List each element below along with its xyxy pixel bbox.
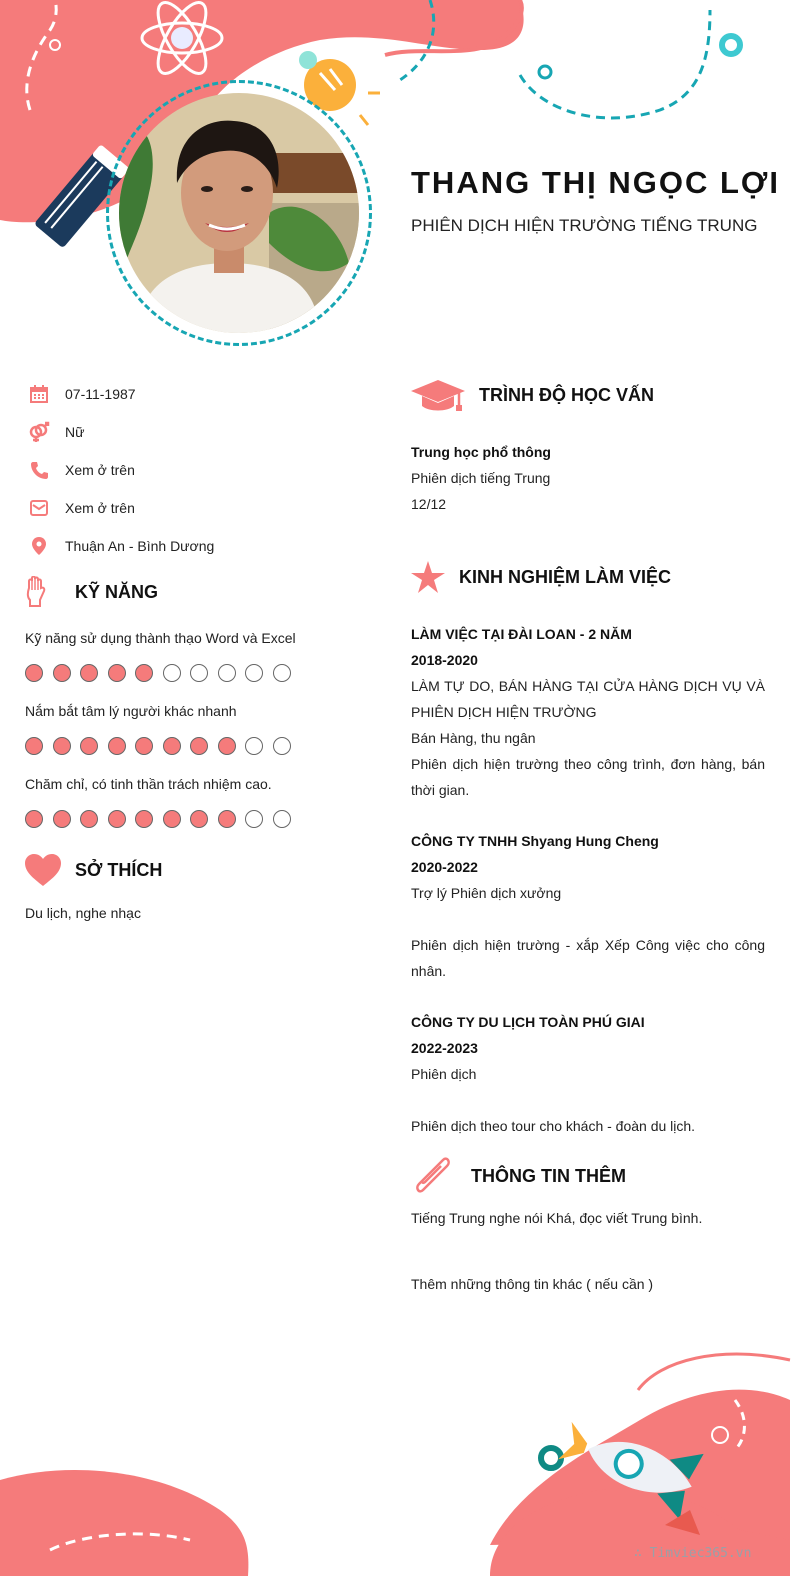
phone-value: Xem ở trên: [65, 462, 135, 478]
location-pin-icon: [28, 535, 50, 557]
rating-dot-empty: [190, 664, 208, 682]
skills-heading: [25, 576, 158, 608]
job-position: Trợ lý Phiên dịch xưởng: [411, 885, 562, 901]
rating-dot-filled: [53, 664, 71, 682]
job-position: LÀM TỰ DO, BÁN HÀNG TẠI CỬA HÀNG DỊCH VỤ VÀ PHIÊN DỊCH HIỆN TRƯỜNG: [411, 678, 765, 720]
rating-dot-filled: [218, 737, 236, 755]
hobbies-text: Du lịch, nghe nhạc: [25, 905, 141, 921]
email-row: [28, 497, 135, 519]
calendar-icon: [28, 383, 50, 405]
rating-dot-empty: [245, 737, 263, 755]
rating-dot-filled: [25, 737, 43, 755]
birthdate-row: [28, 383, 136, 405]
rating-dot-filled: [135, 810, 153, 828]
rating-dot-filled: [108, 737, 126, 755]
hobbies-title: SỞ THÍCH: [75, 859, 163, 880]
address-value: Thuận An - Bình Dương: [65, 538, 215, 554]
profile-photo-frame: [106, 80, 372, 346]
job-period: 2018-2020: [411, 652, 478, 668]
job-period: 2022-2023: [411, 1040, 478, 1056]
job-description: Phiên dịch hiện trường - xắp Xếp Công việc cho công nhân.: [411, 937, 765, 979]
rating-dot-empty: [245, 664, 263, 682]
skill-rating-1: [25, 664, 300, 682]
rating-dot-filled: [53, 810, 71, 828]
job-entry-2: [411, 828, 765, 984]
rating-dot-empty: [245, 810, 263, 828]
skill-label-3: Chăm chỉ, có tinh thần trách nhiệm cao.: [25, 776, 272, 792]
watermark: ∴ Timviec365.vn: [634, 1546, 752, 1561]
rating-dot-filled: [135, 737, 153, 755]
rating-dot-filled: [25, 664, 43, 682]
skill-label-2: Nắm bắt tâm lý người khác nhanh: [25, 703, 237, 719]
rating-dot-empty: [163, 664, 181, 682]
job-company: CÔNG TY DU LỊCH TOÀN PHÚ GIAI: [411, 1014, 645, 1030]
phone-row: [28, 459, 135, 481]
education-body: [411, 439, 765, 517]
footer-decoration: [0, 1340, 800, 1576]
rating-dot-filled: [190, 737, 208, 755]
gender-row: [28, 421, 84, 443]
skill-rating-2: [25, 737, 300, 755]
job-description: Bán Hàng, thu ngân: [411, 730, 536, 746]
job-description: Phiên dịch theo tour cho khách - đoàn du lịch.: [411, 1118, 696, 1134]
rating-dot-filled: [108, 810, 126, 828]
rating-dot-filled: [80, 810, 98, 828]
education-grade: 12/12: [411, 496, 447, 512]
skills-title: KỸ NĂNG: [75, 581, 159, 602]
heart-icon: [25, 854, 75, 886]
job-entry-1: [411, 621, 765, 803]
extra-info-title: THÔNG TIN THÊM: [471, 1165, 626, 1186]
gender-icon: [28, 421, 50, 443]
rating-dot-filled: [80, 737, 98, 755]
experience-heading: [411, 561, 671, 593]
rating-dot-filled: [80, 664, 98, 682]
job-period: 2020-2022: [411, 859, 478, 875]
rating-dot-empty: [273, 664, 291, 682]
candidate-name: THANG THỊ NGỌC LỢI: [411, 165, 780, 200]
skill-label-1: Kỹ năng sử dụng thành thạo Word và Excel: [25, 630, 296, 646]
job-title: PHIÊN DỊCH HIỆN TRƯỜNG TIẾNG TRUNG: [411, 216, 758, 235]
paperclip-icon: [411, 1156, 471, 1196]
hand-icon: [25, 576, 75, 608]
gender-value: Nữ: [65, 424, 85, 440]
job-entry-3: [411, 1009, 765, 1139]
phone-icon: [28, 459, 50, 481]
extra-info-heading: [411, 1156, 626, 1196]
education-major: Phiên dịch tiếng Trung: [411, 470, 551, 486]
skill-rating-3: [25, 810, 300, 828]
graduation-cap-icon: [411, 378, 479, 412]
rating-dot-filled: [163, 737, 181, 755]
rating-dot-filled: [135, 664, 153, 682]
email-value: Xem ở trên: [65, 500, 135, 516]
rating-dot-empty: [273, 810, 291, 828]
job-position: Phiên dịch: [411, 1066, 477, 1082]
rating-dot-filled: [53, 737, 71, 755]
rating-dot-filled: [218, 810, 236, 828]
star-icon: [411, 561, 459, 593]
extra-line-2: Thêm những thông tin khác ( nếu cần ): [411, 1276, 654, 1292]
birthdate-value: 07-11-1987: [65, 386, 136, 402]
job-company: CÔNG TY TNHH Shyang Hung Cheng: [411, 833, 659, 849]
experience-title: KINH NGHIỆM LÀM VIỆC: [459, 566, 672, 587]
job-company: LÀM VIỆC TẠI ĐÀI LOAN - 2 NĂM: [411, 626, 632, 642]
address-row: [28, 535, 214, 557]
education-title: TRÌNH ĐỘ HỌC VẤN: [479, 384, 654, 405]
email-icon: [28, 497, 50, 519]
rating-dot-empty: [218, 664, 236, 682]
rating-dot-filled: [163, 810, 181, 828]
extra-line-1: Tiếng Trung nghe nói Khá, đọc viết Trung bình.: [411, 1210, 703, 1226]
rating-dot-filled: [25, 810, 43, 828]
education-school: Trung học phổ thông: [411, 444, 551, 460]
rating-dot-filled: [190, 810, 208, 828]
rating-dot-empty: [273, 737, 291, 755]
hobbies-heading: [25, 854, 162, 886]
profile-photo: [119, 93, 359, 333]
rating-dot-filled: [108, 664, 126, 682]
education-heading: [411, 378, 654, 412]
job-description: Phiên dịch hiện trường theo công trình, đơn hàng, bán thời gian.: [411, 756, 765, 798]
